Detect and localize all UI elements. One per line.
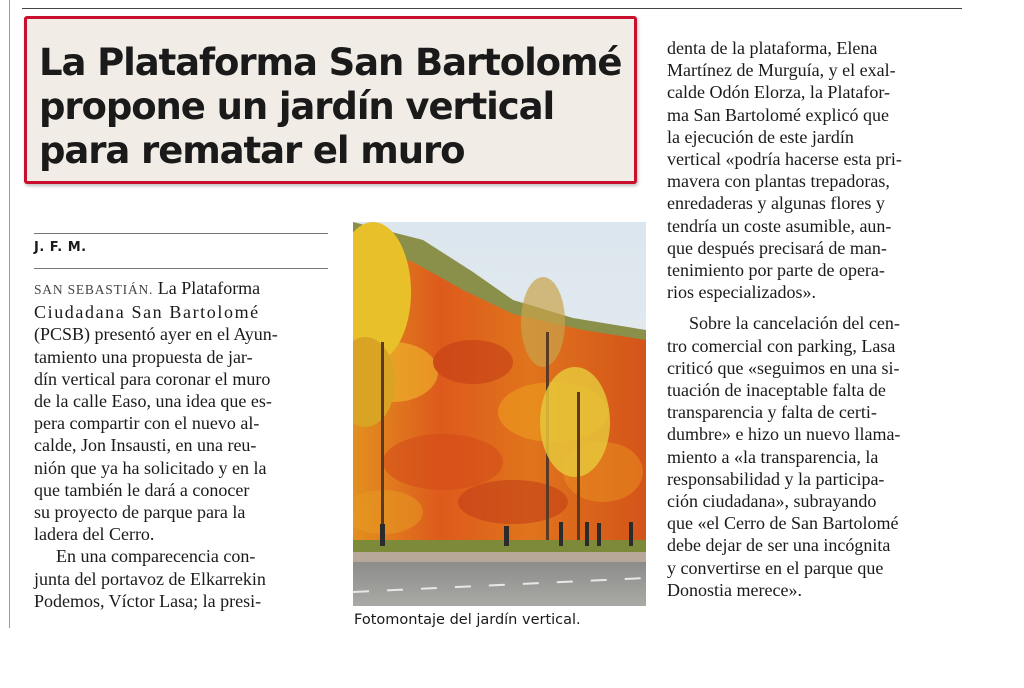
text-line: tro comercial con parking, Lasa [667, 335, 896, 356]
paragraph [667, 312, 967, 601]
dateline: SAN SEBASTIÁN. [34, 282, 154, 297]
left-margin-rule [9, 0, 10, 628]
text-line: de la calle Easo, una idea que es- [34, 391, 272, 412]
text-line: nión que ya ha solicitado y en la [34, 457, 267, 478]
text-line: miento a «la transparencia, la [667, 446, 879, 467]
text-line: que también le dará a conocer [34, 479, 250, 500]
text-line: Podemos, Víctor Lasa; la presi- [34, 590, 262, 611]
text-line: enredaderas y algunas flores y [667, 193, 885, 214]
paragraph [34, 277, 330, 545]
text-line: Ciudadana San Bartolomé [34, 302, 260, 323]
headline [39, 41, 624, 173]
text-line: y convertirse en el parque que [667, 557, 884, 578]
photo-caption: Fotomontaje del jardín vertical. [354, 612, 581, 628]
paragraph [667, 37, 967, 303]
paragraph [34, 545, 330, 612]
text-line: transparencia y falta de certi- [667, 402, 877, 423]
byline: J. F. M. [34, 240, 87, 255]
text-line: En una comparecencia con- [56, 546, 256, 567]
text-line: rios especializados». [667, 282, 816, 303]
text-line: pera compartir con el nuevo al- [34, 413, 260, 434]
text-line: criticó que «seguimos en una si- [667, 357, 900, 378]
headline-line: para rematar el muro [39, 129, 465, 172]
text-line: Martínez de Murguía, y el exal- [667, 60, 896, 81]
text-line: La Plataforma [153, 278, 261, 298]
text-line: ma San Bartolomé explicó que [667, 104, 889, 125]
text-line: mavera con plantas trepadoras, [667, 171, 890, 192]
byline-rule-top [34, 233, 328, 234]
text-line: (PCSB) presentó ayer en el Ayun- [34, 324, 278, 345]
top-rule [22, 8, 962, 9]
text-line: su proyecto de parque para la [34, 502, 246, 523]
article-column-1 [34, 277, 330, 612]
headline-line: propone un jardín vertical [39, 85, 555, 128]
text-line: Sobre la cancelación del cen- [689, 313, 900, 334]
text-line: Donostia merece». [667, 579, 802, 600]
text-line: que después precisará de man- [667, 237, 887, 258]
text-line: tenimiento por parte de opera- [667, 260, 885, 281]
text-line: dumbre» e hizo un nuevo llama- [667, 424, 901, 445]
article-column-2 [667, 37, 967, 601]
text-line: tamiento una propuesta de jar- [34, 346, 253, 367]
text-line: ción ciudadana», subrayando [667, 491, 877, 512]
text-line: que «el Cerro de San Bartolomé [667, 513, 899, 534]
text-line: debe dejar de ser una incógnita [667, 535, 891, 556]
text-line: ladera del Cerro. [34, 524, 155, 545]
text-line: calde, Jon Insausti, en una reu- [34, 435, 257, 456]
text-line: calde Odón Elorza, la Platafor- [667, 82, 891, 103]
photo [353, 222, 646, 606]
text-line: la ejecución de este jardín [667, 126, 854, 147]
text-line: vertical «podría hacerse esta pri- [667, 149, 902, 170]
headline-line: La Plataforma San Bartolomé [39, 41, 622, 84]
text-line: dín vertical para coronar el muro [34, 368, 271, 389]
text-line: tendría un coste asumible, aun- [667, 215, 892, 236]
headline-box [24, 16, 637, 184]
text-line: junta del portavoz de Elkarrekin [34, 568, 266, 589]
text-line: denta de la plataforma, Elena [667, 38, 878, 58]
text-line: responsabilidad y la participa- [667, 468, 885, 489]
byline-rule-bottom [34, 268, 328, 269]
vertical-garden-photo [353, 222, 646, 606]
text-line: tuación de inaceptable falta de [667, 380, 886, 401]
